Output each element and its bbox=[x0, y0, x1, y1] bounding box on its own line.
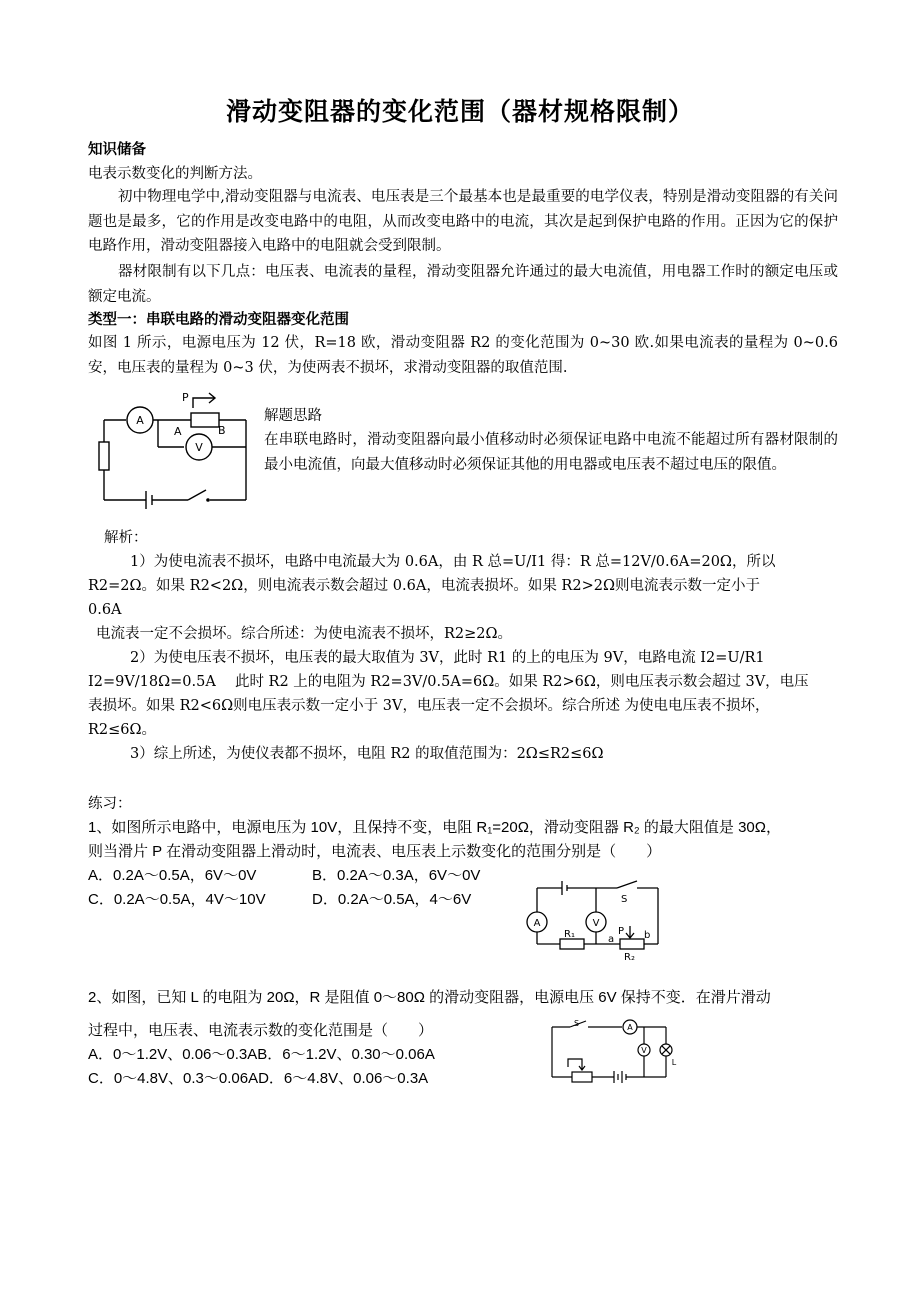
thinking-text: 在串联电路时，滑动变阻器向最小值移动时必须保证电路中电流不能超过所有器材限制的最小电流值，向最大值移动时必须保证其他的用电器或电压表不超过电压的限值。 bbox=[264, 432, 838, 473]
practice-label: 练习： bbox=[88, 796, 132, 812]
type1-heading: 类型一：串联电路的滑动变阻器变化范围 bbox=[88, 311, 349, 328]
q1-option-a: A．0.2A～0.5A，6V～0V bbox=[88, 867, 257, 884]
fig1-voltmeter-label: V bbox=[195, 441, 203, 454]
step2-line-a: 2）为使电压表不损坏，电压表的最大取值为 3V，此时 R1 的上的电压为 9V，电路电流 I2=U/R1 bbox=[130, 650, 765, 666]
fig2-a-label: a bbox=[608, 934, 615, 945]
knowledge-paragraph-2: 器材限制有以下几点：电压表、电流表的量程，滑动变阻器允许通过的最大电流值，用电器工作时的额定电压或额定电流。 bbox=[88, 264, 838, 305]
circuit-diagram-1 bbox=[96, 390, 256, 510]
type1-problem: 如图 1 所示，电源电压为 12 伏，R=18 欧，滑动变阻器 R2 的变化范围为 0~30 欧.如果电流表的量程为 0~0.6 安，电压表的量程为 0~3 伏，为使两表不损坏，求滑动变阻器的取值范围. bbox=[88, 335, 838, 376]
fig2-ammeter-label: A bbox=[533, 918, 541, 929]
fig2-voltmeter-label: V bbox=[592, 918, 600, 929]
step2-line-b: I2=9V/18Ω=0.5A 此时 R2 上的电阻为 R2=3V/0.5A=6Ω。如果 R2>6Ω，则电压表示数会超过 3V，电压 bbox=[88, 674, 809, 690]
knowledge-paragraph-1: 初中物理电学中,滑动变阻器与电流表、电压表是三个最基本也是最重要的电学仪表，特别是滑动变阻器的有关问题也是最多，它的作用是改变电路中的电阻，从而改变电路中的电流，其次是起到保护电路的作用。正因为它的保护电路作用，滑动变阻器接入电路中的电阻就会受到限制。 bbox=[88, 189, 838, 254]
fig2-switch-label: S bbox=[621, 894, 628, 905]
q1-option-c: C．0.2A～0.5A，4V～10V bbox=[88, 891, 266, 908]
analysis-label: 解析： bbox=[104, 530, 148, 546]
q1-line-2: 则当滑片 P 在滑动变阻器上滑动时，电流表、电压表上示数变化的范围分别是（ ） bbox=[88, 843, 662, 860]
step2-line-c: 表损坏。如果 R2<6Ω则电压表示数一定小于 3V，电压表一定不会损坏。综合所述 为使电电压表不损坏， bbox=[88, 698, 770, 714]
q2-options-ab: A．0～1.2V、0.06～0.3AB．6～1.2V、0.30～0.06A bbox=[88, 1046, 435, 1063]
figure-1-circuit bbox=[96, 390, 256, 510]
circuit-diagram-3 bbox=[548, 1015, 678, 1085]
q1-option-b: B．0.2A～0.3A，6V～0V bbox=[312, 867, 481, 884]
fig3-ammeter-label: A bbox=[627, 1023, 633, 1032]
q1-line-1: 1、如图所示电路中，电源电压为 10V，且保持不变，电阻 R₁=20Ω，滑动变阻器 R₂ 的最大阻值是 30Ω， bbox=[88, 819, 781, 836]
fig3-switch-label: S bbox=[574, 1019, 580, 1028]
fig2-r1-label: R₁ bbox=[564, 929, 575, 940]
step1-line-a: 1）为使电流表不损坏，电路中电流最大为 0.6A，由 R 总=U/I1 得：R 总=12V/0.6A=20Ω，所以 bbox=[130, 554, 776, 570]
fig2-r2-label: R₂ bbox=[624, 952, 635, 962]
fig1-ammeter-label: A bbox=[136, 414, 144, 427]
step1-line-b: R2=2Ω。如果 R2<2Ω，则电流表示数会超过 0.6A，电流表损坏。如果 R2>2Ω则电流表示数一定小于 bbox=[88, 578, 760, 594]
step3-line: 3）综上所述，为使仪表都不损坏，电阻 R2 的取值范围为：2Ω≤R2≤6Ω bbox=[130, 746, 604, 762]
fig2-p-label: P bbox=[618, 926, 625, 937]
step1-line-d: 电流表一定不会损坏。综合所述：为使电流表不损坏，R2≥2Ω。 bbox=[96, 626, 513, 642]
knowledge-heading: 知识储备 bbox=[88, 141, 146, 158]
q1-option-d: D．0.2A～0.5A，4～6V bbox=[312, 891, 472, 908]
fig1-end-a-label: A bbox=[174, 425, 182, 438]
q2-line-1: 2、如图，已知 L 的电阻为 20Ω，R 是阻值 0～80Ω 的滑动变阻器，电源电压 6V 保持不变．在滑片滑动 bbox=[88, 989, 771, 1006]
q2-options-cd: C．0～4.8V、0.3～0.06AD．6～4.8V、0.06～0.3A bbox=[88, 1070, 429, 1087]
fig3-voltmeter-label: V bbox=[641, 1046, 647, 1055]
thinking-title: 解题思路 bbox=[264, 408, 322, 424]
page-title: 滑动变阻器的变化范围（器材规格限制） bbox=[225, 97, 694, 126]
figure-2-circuit bbox=[520, 876, 670, 962]
fig1-end-b-label: B bbox=[218, 424, 226, 437]
step2-line-d: R2≤6Ω。 bbox=[88, 722, 157, 738]
figure-3-circuit bbox=[548, 1015, 678, 1085]
step1-line-c: 0.6A bbox=[88, 602, 122, 618]
fig3-lamp-label: L bbox=[671, 1058, 677, 1067]
circuit-diagram-2 bbox=[520, 876, 670, 962]
fig1-slider-label: P bbox=[182, 391, 189, 404]
knowledge-subheading: 电表示数变化的判断方法。 bbox=[88, 166, 262, 182]
q2-line-2: 过程中，电压表、电流表示数的变化范围是（ ） bbox=[88, 1022, 434, 1039]
fig2-b-label: b bbox=[644, 930, 651, 941]
